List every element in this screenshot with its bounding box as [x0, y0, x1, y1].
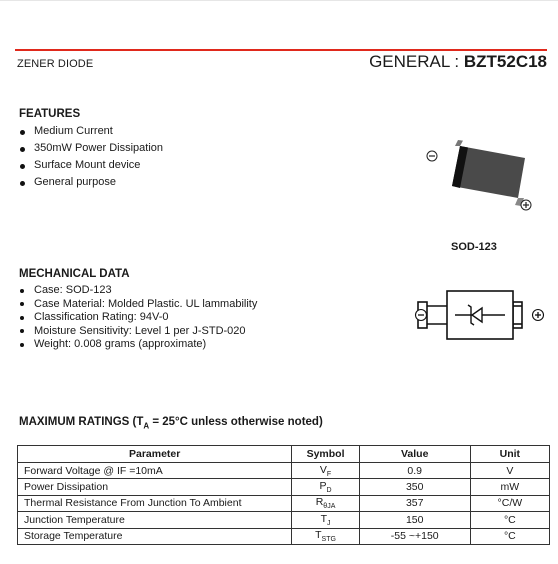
mechanical-list	[19, 284, 257, 352]
symbol-cell: $R_{\theta JA}$	[292, 495, 359, 511]
features-title: FEATURES	[19, 108, 81, 120]
mechanical-item: Case: SOD-123	[19, 284, 257, 298]
header-category: ZENER DIODE	[17, 58, 94, 70]
zener-symbol	[410, 285, 550, 345]
table-row	[18, 479, 550, 495]
symbol-cell: $T_{STG}$	[292, 528, 359, 544]
param-cell: Storage Temperature	[18, 528, 292, 544]
value-cell: 357	[359, 495, 470, 511]
value-cell: 150	[359, 512, 470, 528]
param-cell: Power Dissipation	[18, 479, 292, 495]
ratings-table	[17, 445, 550, 545]
mechanical-item: Moisture Sensitivity: Level 1 per J-STD-020	[19, 325, 257, 339]
header-symbol: Symbol	[292, 446, 359, 463]
package-drawing	[420, 138, 540, 218]
ratings-title: MAXIMUM RATINGS ($T_A = 25^\circ C$ unless otherwise noted)	[19, 416, 323, 431]
param-cell: Thermal Resistance From Junction To Ambient	[18, 495, 292, 511]
unit-cell: °C	[470, 512, 549, 528]
param-cell: Junction Temperature	[18, 512, 292, 528]
mechanical-title: MECHANICAL DATA	[19, 268, 130, 280]
symbol-cell: $P_D$	[292, 479, 359, 495]
header-value: Value	[359, 446, 470, 463]
lead-top	[455, 140, 463, 146]
header-unit: Unit	[470, 446, 549, 463]
top-rule	[0, 0, 558, 1]
features-list	[19, 124, 163, 192]
unit-cell: °C/W	[470, 495, 549, 511]
feature-item: 350mW Power Dissipation	[19, 141, 163, 158]
table-row	[18, 512, 550, 528]
unit-cell: mW	[470, 479, 549, 495]
symbol-cell: $V_F$	[292, 463, 359, 479]
header-parameter: Parameter	[18, 446, 292, 463]
unit-cell: V	[470, 463, 549, 479]
header-divider	[15, 49, 547, 51]
table-row	[18, 463, 550, 479]
mechanical-item: Case Material: Molded Plastic. UL lammability	[19, 298, 257, 312]
table-row	[18, 528, 550, 544]
value-cell: 350	[359, 479, 470, 495]
table-row	[18, 495, 550, 511]
mechanical-item: Classification Rating: 94V-0	[19, 311, 257, 325]
part-number: BZT52C18	[463, 52, 547, 71]
unit-cell: °C	[470, 528, 549, 544]
feature-item: Medium Current	[19, 124, 163, 141]
header-title	[369, 52, 547, 72]
header-prefix: GENERAL :	[369, 52, 464, 71]
param-cell: Forward Voltage @ IF =10mA	[18, 463, 292, 479]
feature-item: General purpose	[19, 175, 163, 192]
value-cell: -55 ~+150	[359, 528, 470, 544]
symbol-cell: $T_J$	[292, 512, 359, 528]
value-cell: 0.9	[359, 463, 470, 479]
table-header-row	[18, 446, 550, 463]
feature-item: Surface Mount device	[19, 158, 163, 175]
mechanical-item: Weight: 0.008 grams (approximate)	[19, 338, 257, 352]
package-label: SOD-123	[451, 241, 497, 253]
